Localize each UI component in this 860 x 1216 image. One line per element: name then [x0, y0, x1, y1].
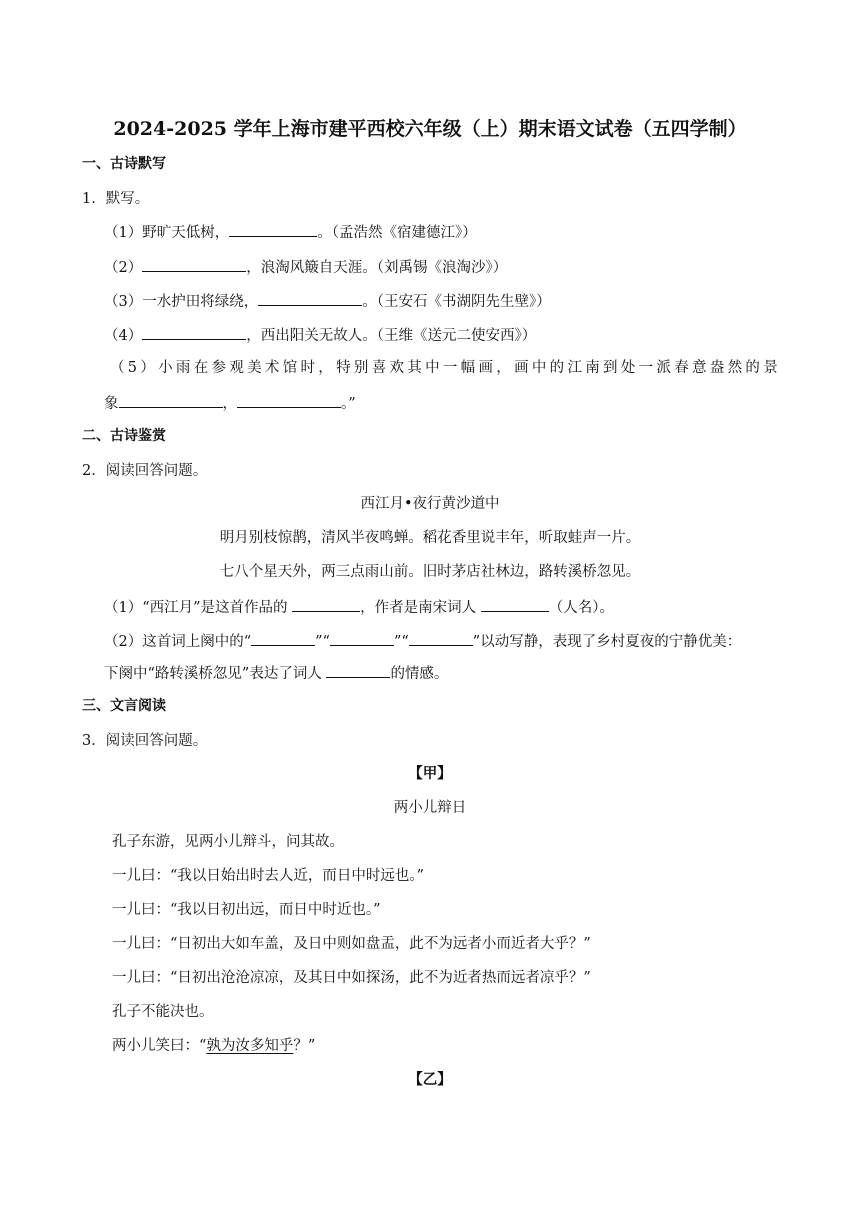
answer-blank[interactable]	[330, 630, 394, 646]
q1-item-5-char: 中	[531, 360, 547, 376]
poem-title: 西江月•夜行黄沙道中	[360, 496, 500, 512]
q1-item-5-char: 幅	[460, 360, 476, 376]
section-heading-classical-reading: 三、文言阅读	[82, 698, 166, 714]
passage-paragraph-5: 一儿曰：“日初出沧沧凉凉，及其日中如探汤，此不为近者热而远者凉乎？”	[112, 970, 591, 986]
passage-paragraph-3: 一儿曰：“我以日初出远，而日中时近也。”	[112, 902, 381, 918]
q1-item-5-char: 观	[229, 360, 244, 376]
q1-item-5-char: ，	[318, 360, 333, 376]
q1-item-2: （2） ，浪淘风簸自天涯。（刘禹锡《浪淘沙》）	[104, 256, 507, 278]
q1-item-5-char: 画	[478, 360, 493, 376]
answer-blank[interactable]	[292, 596, 360, 612]
poem-line-1: 明月别枝惊鹊，清风半夜鸣蝉。稻花香里说丰年，听取蛙声一片。	[219, 530, 641, 546]
section-heading-poetry-recitation: 一、古诗默写	[82, 156, 166, 172]
q1-item-5-char: 的	[745, 360, 760, 376]
q1-item-5-char: 参	[211, 360, 227, 376]
q1-item-5-char: 5	[127, 360, 138, 376]
q1-item-5-char: 馆	[282, 360, 298, 376]
q1-item-5-char: 别	[353, 360, 369, 376]
q1-item-5-char: 美	[247, 360, 262, 376]
passage-paragraph-2: 一儿曰：“我以日始出时去人近，而日中时远也。”	[112, 868, 425, 884]
q1-item-1: （1）野旷天低树， 。（孟浩然《宿建德江》）	[104, 221, 477, 243]
passage-b-marker: 【乙】	[408, 1071, 452, 1088]
passage-paragraph-1: 孔子东游，见两小儿辩斗，问其故。	[112, 834, 344, 850]
q1-item-5-char: 一	[638, 360, 654, 376]
q1-item-5-line-2: 象 ， 。”	[104, 392, 356, 414]
passage-paragraph-6: 孔子不能决也。	[112, 1004, 214, 1020]
q2-subquestion-2: （2）这首词上阕中的“ ”“ ”“ ”以动写静，表现了乡村夏夜的宁静优美：	[104, 630, 741, 652]
q1-item-5-char: 到	[603, 360, 618, 376]
q1-item-5-char: ）	[140, 360, 155, 376]
q1-item-5-char: 特	[336, 360, 351, 376]
passage-paragraph-4: 一儿曰：“日初出大如车盖，及日中则如盘盂，此不为远者小而近者大乎？”	[112, 936, 591, 952]
q1-item-5-char: 在	[193, 360, 209, 376]
q1-item-5-char: 盎	[709, 360, 725, 376]
passage-a-marker: 【甲】	[408, 765, 452, 782]
answer-blank[interactable]	[119, 392, 223, 408]
question-1-label: 1．默写。	[82, 191, 150, 207]
q1-item-3: （3）一水护田将绿绕， 。（王安石《书湖阴先生壁》）	[104, 290, 551, 312]
q2-subquestion-1: （1）“西江月”是这首作品的 ，作者是南宋词人 （人名）。	[104, 596, 614, 618]
answer-blank[interactable]	[251, 630, 315, 646]
q1-item-5-char: 春	[674, 360, 689, 376]
q1-item-5-char: 处	[620, 360, 636, 376]
answer-blank[interactable]	[258, 290, 362, 306]
q1-item-5-char: 小	[158, 360, 173, 376]
answer-blank[interactable]	[237, 392, 341, 408]
q1-item-5-char: ，	[496, 360, 511, 376]
q1-item-5-char: 意	[692, 360, 707, 376]
q1-item-5-char: 画	[514, 360, 529, 376]
q1-item-5-line-1	[110, 358, 778, 378]
q1-item-5-char: 然	[727, 360, 743, 376]
q1-item-5-char: 江	[567, 360, 582, 376]
q1-item-5-char: 欢	[389, 360, 404, 376]
q1-item-5-char: 派	[656, 360, 671, 376]
answer-blank[interactable]	[142, 256, 246, 272]
underlined-sentence: 孰为汝多知乎	[206, 1038, 294, 1054]
question-2-label: 2．阅读回答问题。	[82, 463, 208, 479]
q1-item-5-char: 雨	[175, 360, 191, 376]
q1-item-4: （4） ，西出阳关无故人。（王维《送元二使安西》）	[104, 324, 536, 346]
q1-item-5-char: 时	[300, 360, 315, 376]
poem-line-2: 七八个星天外，两三点雨山前。旧时茅店社林边，路转溪桥忽见。	[219, 564, 641, 580]
question-3-label: 3．阅读回答问题。	[82, 733, 208, 749]
q1-item-5-char: 其	[407, 360, 422, 376]
answer-blank[interactable]	[409, 630, 473, 646]
answer-blank[interactable]	[142, 324, 246, 340]
q1-item-5-char: （	[110, 360, 125, 376]
q1-item-5-char: 一	[442, 360, 458, 376]
answer-blank[interactable]	[481, 596, 549, 612]
passage-title: 两小儿辩日	[393, 800, 467, 816]
exam-title: 2024-2025 学年上海市建平西校六年级（上）期末语文试卷（五四学制）	[113, 118, 747, 140]
section-heading-poetry-appreciation: 二、古诗鉴赏	[82, 428, 166, 444]
answer-blank[interactable]	[326, 662, 390, 678]
q1-item-5-char: 喜	[371, 360, 387, 376]
q1-item-5-char: 南	[585, 360, 600, 376]
q1-item-5-char: 的	[549, 360, 565, 376]
q1-item-5-char: 术	[264, 360, 280, 376]
answer-blank[interactable]	[229, 221, 317, 237]
passage-paragraph-7: 两小儿笑曰：“孰为汝多知乎？”	[112, 1038, 316, 1054]
q1-item-5-char: 中	[425, 360, 440, 376]
q1-item-5-char: 景	[763, 360, 778, 376]
q2-subquestion-2-line-2: 下阕中“路转溪桥忽见”表达了词人 的情感。	[104, 662, 448, 684]
